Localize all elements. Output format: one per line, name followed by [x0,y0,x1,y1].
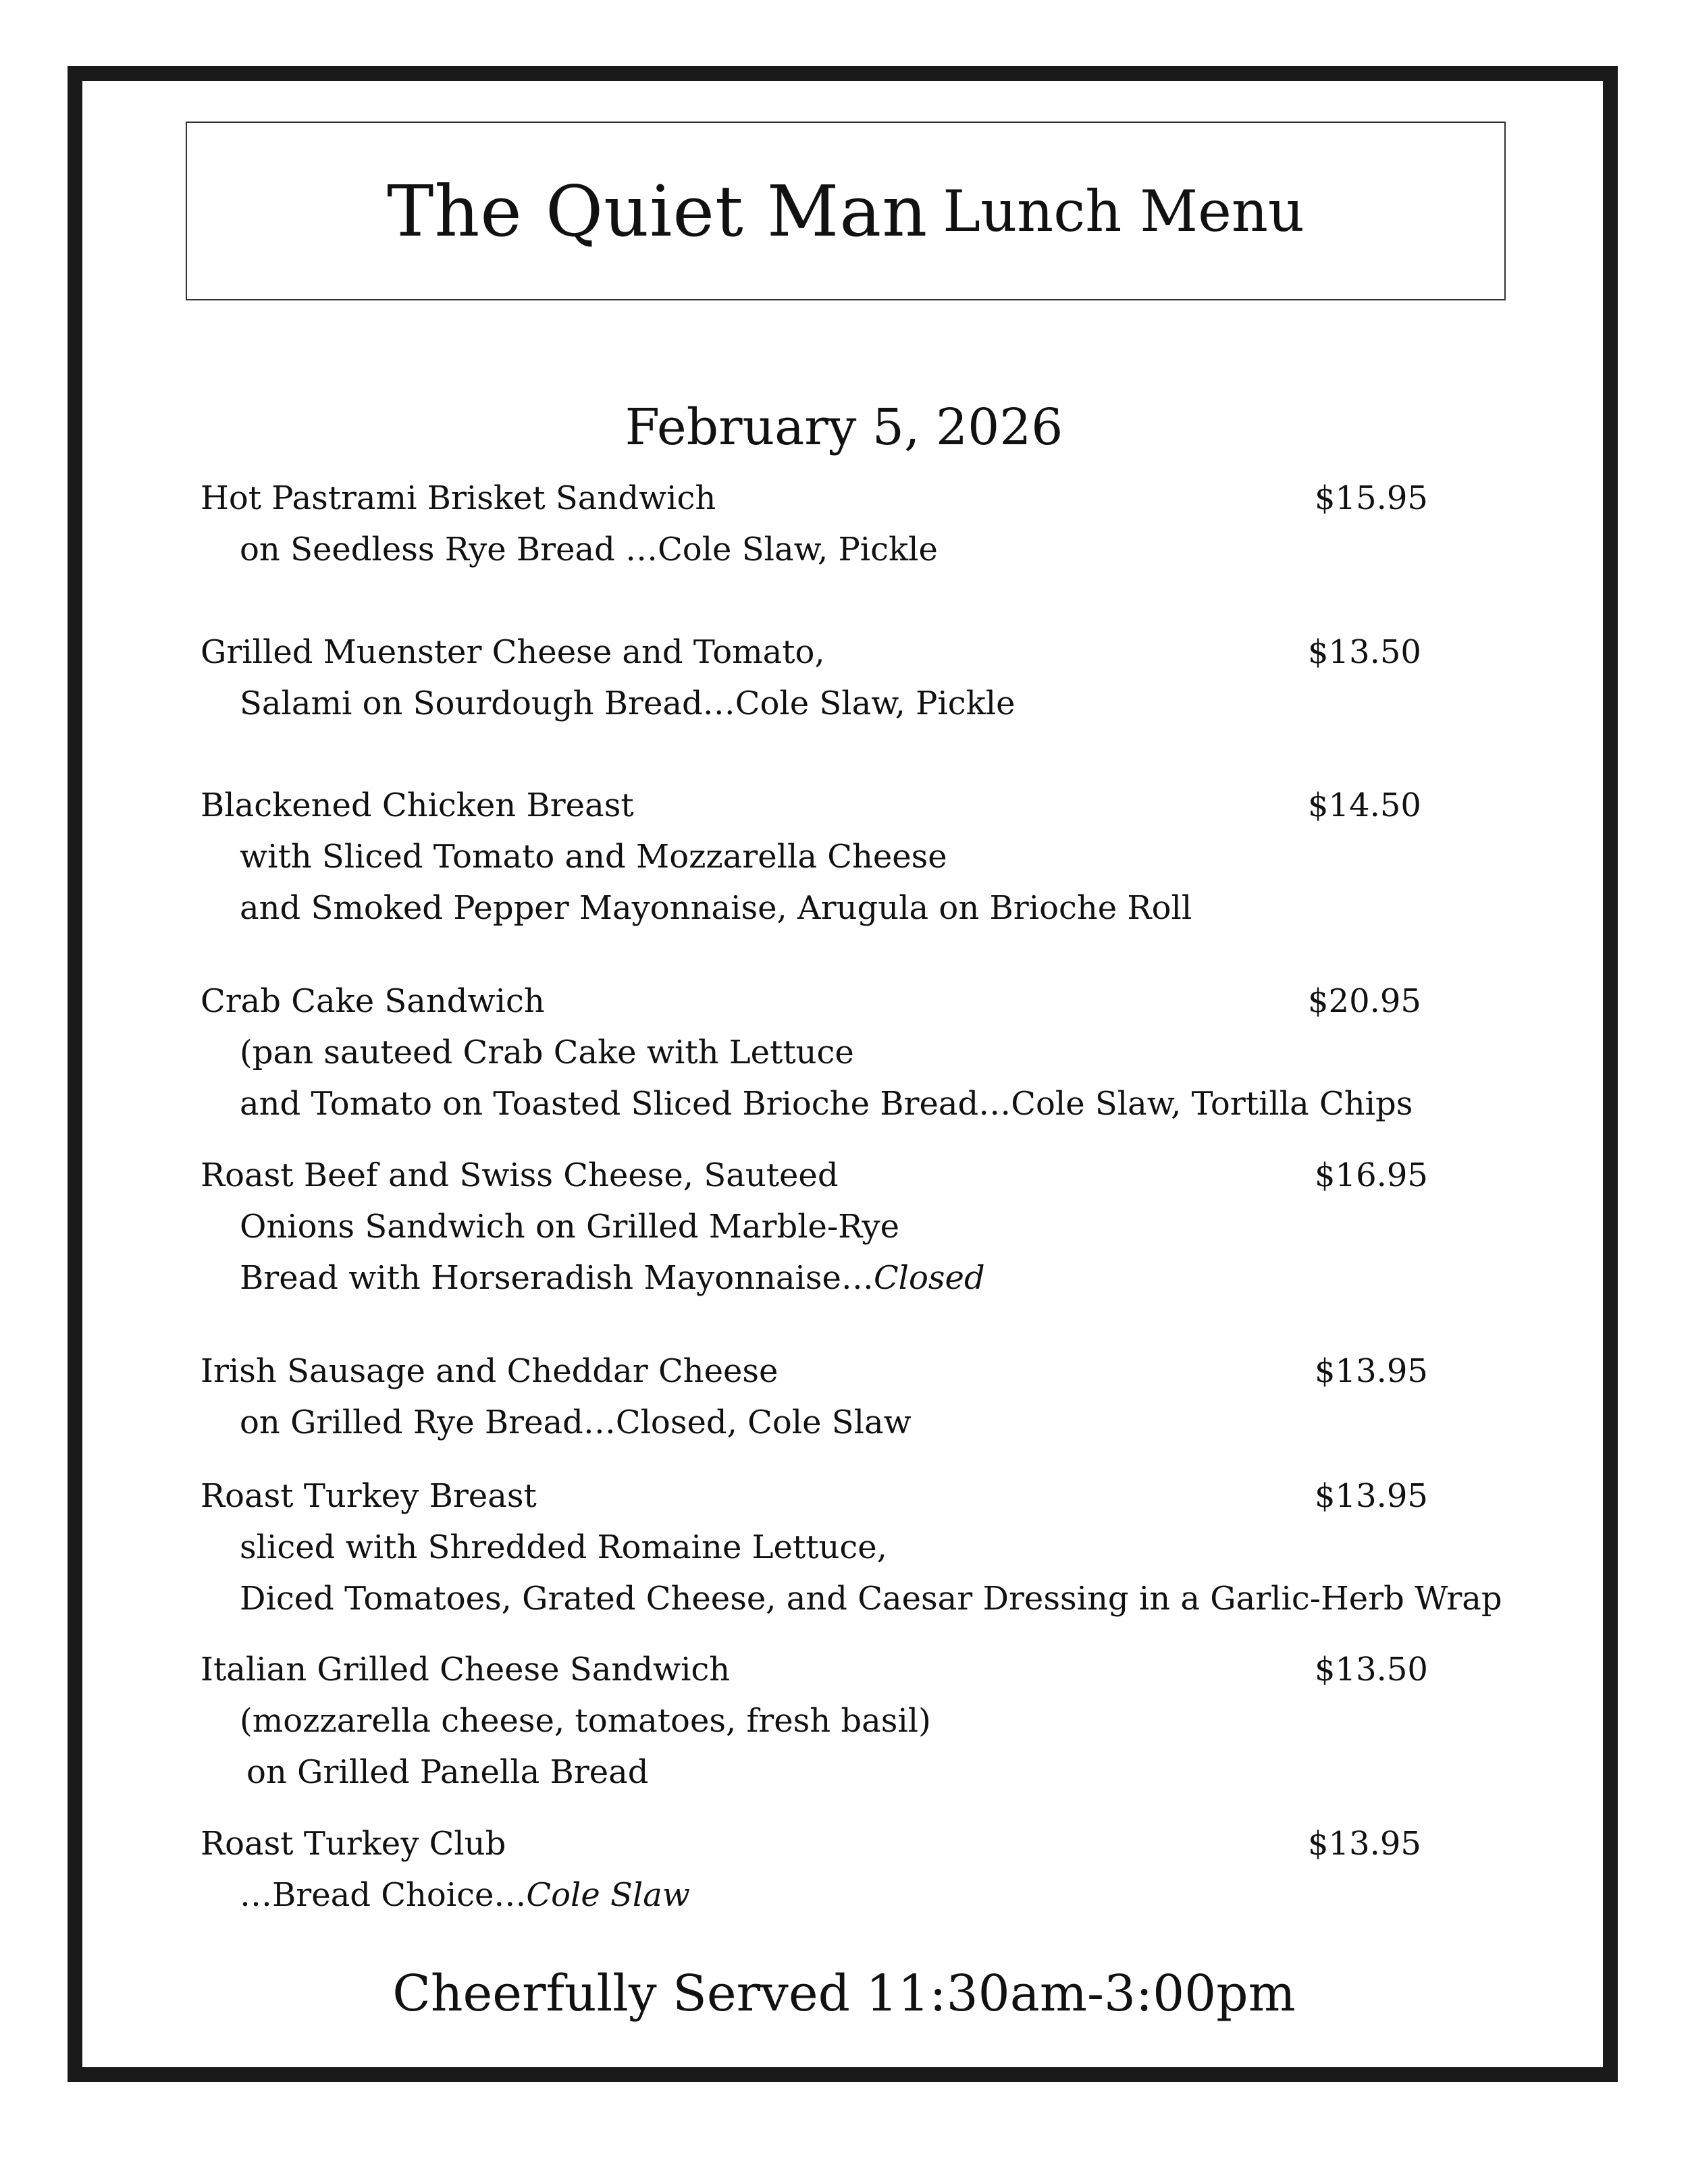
item-name: Roast Turkey Club [201,1825,506,1863]
item-price: $13.50 [1315,1651,1428,1688]
menu-item [201,1150,1436,1304]
item-price: $13.95 [1308,1825,1421,1863]
restaurant-name: The Quiet Man [386,169,928,252]
item-description [201,1869,1436,1921]
item-description: Salami on Sourdough Bread…Cole Slaw, Pickle [240,685,1016,722]
item-name: Blackened Chicken Breast [201,787,634,824]
menu-item [201,1644,1436,1798]
item-description: with Sliced Tomato and Mozzarella Cheese [240,838,947,876]
menu-item [201,1818,1436,1921]
menu-item [201,780,1436,934]
menu-item [201,1346,1436,1448]
item-price: $15.95 [1315,479,1428,517]
cole-slaw-note: Cole Slaw [526,1876,690,1914]
item-price: $14.50 [1308,787,1421,824]
menu-item [201,976,1436,1129]
item-description: and Tomato on Toasted Sliced Brioche Bread…Cole Slaw, Tortilla Chips [240,1085,1413,1123]
item-description: (pan sauteed Crab Cake with Lettuce [240,1034,854,1071]
item-price: $13.95 [1315,1477,1428,1515]
item-name: Irish Sausage and Cheddar Cheese [201,1352,779,1390]
item-description: Onions Sandwich on Grilled Marble-Rye [240,1208,899,1246]
item-price: $16.95 [1315,1156,1428,1194]
item-description: Diced Tomatoes, Grated Cheese, and Caesar Dressing in a Garlic-Herb Wrap [240,1580,1502,1618]
closed-note: Closed [873,1259,985,1297]
item-description-text: Bread with Horseradish Mayonnaise… [240,1259,874,1297]
serving-hours: Cheerfully Served 11:30am-3:00pm [392,1965,1296,2023]
item-price: $13.95 [1315,1352,1428,1390]
item-name: Crab Cake Sandwich [201,982,545,1020]
item-name: Grilled Muenster Cheese and Tomato, [201,633,825,671]
item-name: Italian Grilled Cheese Sandwich [201,1651,731,1688]
item-description: on Grilled Panella Bread [246,1753,649,1791]
item-name: Hot Pastrami Brisket Sandwich [201,479,716,517]
menu-item [201,627,1436,729]
menu-item [201,1470,1502,1624]
item-name: Roast Beef and Swiss Cheese, Sauteed [201,1156,839,1194]
title-box [186,122,1506,300]
item-description-text: …Bread Choice… [240,1876,527,1914]
item-description: on Seedless Rye Bread …Cole Slaw, Pickle [240,531,938,568]
item-price: $13.50 [1308,633,1421,671]
item-description [201,1252,1436,1304]
item-description: (mozzarella cheese, tomatoes, fresh basil) [240,1702,931,1740]
menu-title: Lunch Menu [943,178,1305,244]
item-description: and Smoked Pepper Mayonnaise, Arugula on Brioche Roll [240,889,1192,927]
item-name: Roast Turkey Breast [201,1477,537,1515]
item-description: on Grilled Rye Bread…Closed, Cole Slaw [240,1404,912,1441]
item-price: $20.95 [1308,982,1421,1020]
menu-date: February 5, 2026 [625,398,1063,456]
item-description: sliced with Shredded Romaine Lettuce, [240,1528,887,1566]
menu-item [201,473,1436,575]
